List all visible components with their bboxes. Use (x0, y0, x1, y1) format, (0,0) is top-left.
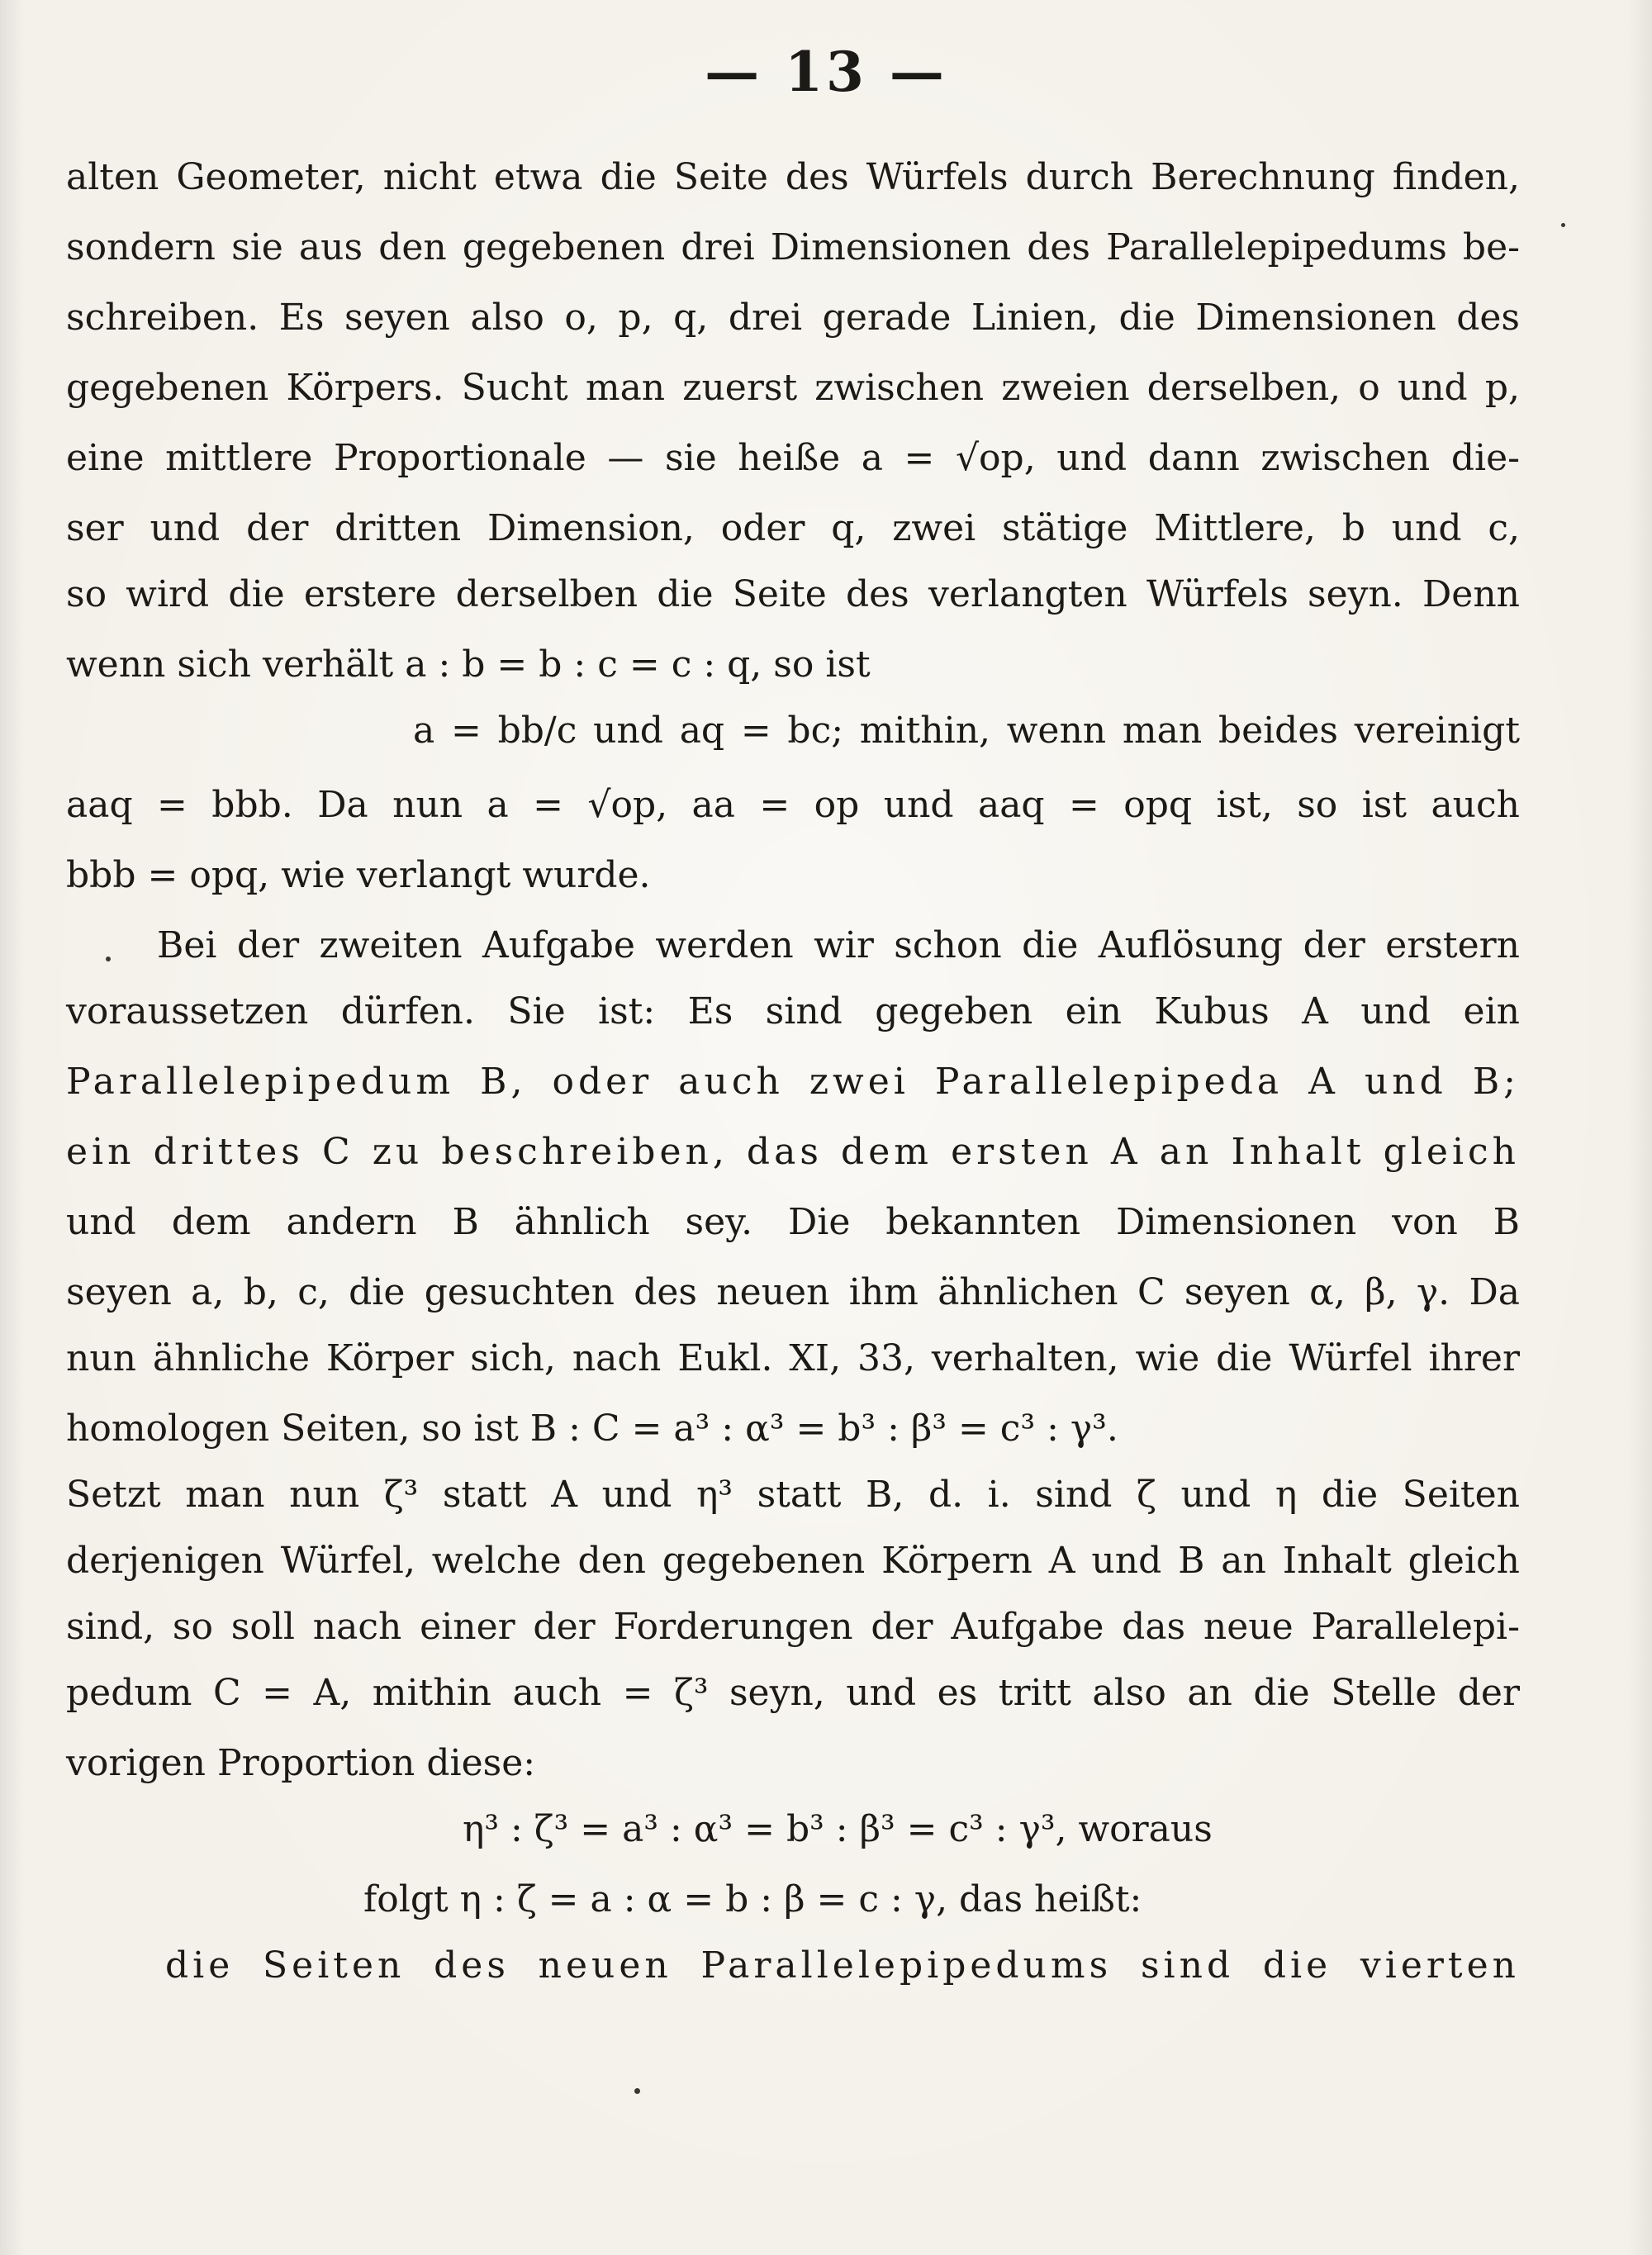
text-line: homologen Seiten, so ist B : C = a³ : α³ = b³ : β³ = c³ : γ³. (66, 1408, 1118, 1450)
print-speck (106, 957, 111, 961)
text-line: Setzt man nun ζ³ statt A und η³ statt B, d. i. sind ζ und η die Seiten (66, 1474, 1520, 1516)
text-line: seyen a, b, c, die gesuchten des neuen ihm ähnlichen C seyen α, β, γ. Da (66, 1271, 1520, 1313)
text-line: schreiben. Es seyen also o, p, q, drei gerade Linien, die Dimensionen des (66, 297, 1520, 339)
text-line: sondern sie aus den gegebenen drei Dimensionen des Parallelepipedums be- (66, 226, 1520, 268)
print-speck (634, 2088, 640, 2094)
text-line: gegebenen Körpers. Sucht man zuerst zwischen zweien derselben, o und p, (66, 367, 1520, 409)
text-line: bbb = opq, wie verlangt wurde. (66, 854, 651, 896)
text-line: alten Geometer, nicht etwa die Seite des Würfels durch Berechnung finden, (66, 156, 1520, 198)
equation-line: η³ : ζ³ = a³ : α³ = b³ : β³ = c³ : γ³, woraus (463, 1808, 1213, 1850)
text-line: die Seiten des neuen Parallelepipedums sind die vierten (165, 1944, 1520, 1987)
equation-line: a = bb/c und aq = bc; mithin, wenn man beides vereinigt (413, 710, 1520, 752)
text-line: Parallelepipedum B, oder auch zwei Parallelepipeda A und B; (66, 1061, 1520, 1103)
paragraph-first-line: Bei der zweiten Aufgabe werden wir schon die Auflösung der erstern (157, 924, 1520, 966)
text-line: voraussetzen dürfen. Sie ist: Es sind gegeben ein Kubus A und ein (66, 990, 1520, 1033)
text-line: aaq = bbb. Da nun a = √op, aa = op und aaq = opq ist, so ist auch (66, 784, 1520, 826)
text-line: ein drittes C zu beschreiben, das dem ersten A an Inhalt gleich (66, 1131, 1520, 1173)
text-line: derjenigen Würfel, welche den gegebenen Körpern A und B an Inhalt gleich (66, 1540, 1520, 1582)
equation-line: folgt η : ζ = a : α = b : β = c : γ, das heißt: (363, 1878, 1142, 1920)
page-number: — 13 — (705, 40, 947, 104)
text-line: eine mittlere Proportionale — sie heiße a = √op, und dann zwischen die- (66, 437, 1520, 479)
text-line: sind, so soll nach einer der Forderungen der Aufgabe das neue Parallelepi- (66, 1606, 1520, 1648)
text-line: wenn sich verhält a : b = b : c = c : q, so ist (66, 643, 871, 686)
text-line: pedum C = A, mithin auch = ζ³ seyn, und es tritt also an die Stelle der (66, 1672, 1520, 1714)
text-line: so wird die erstere derselben die Seite des verlangten Würfels seyn. Denn (66, 573, 1520, 615)
print-speck (1561, 223, 1565, 227)
text-line: ser und der dritten Dimension, oder q, zwei stätige Mittlere, b und c, (66, 507, 1520, 549)
text-line: nun ähnliche Körper sich, nach Eukl. XI, 33, verhalten, wie die Würfel ihrer (66, 1337, 1520, 1379)
text-line: und dem andern B ähnlich sey. Die bekannten Dimensionen von B (66, 1201, 1520, 1243)
text-line: vorigen Proportion diese: (66, 1742, 536, 1784)
